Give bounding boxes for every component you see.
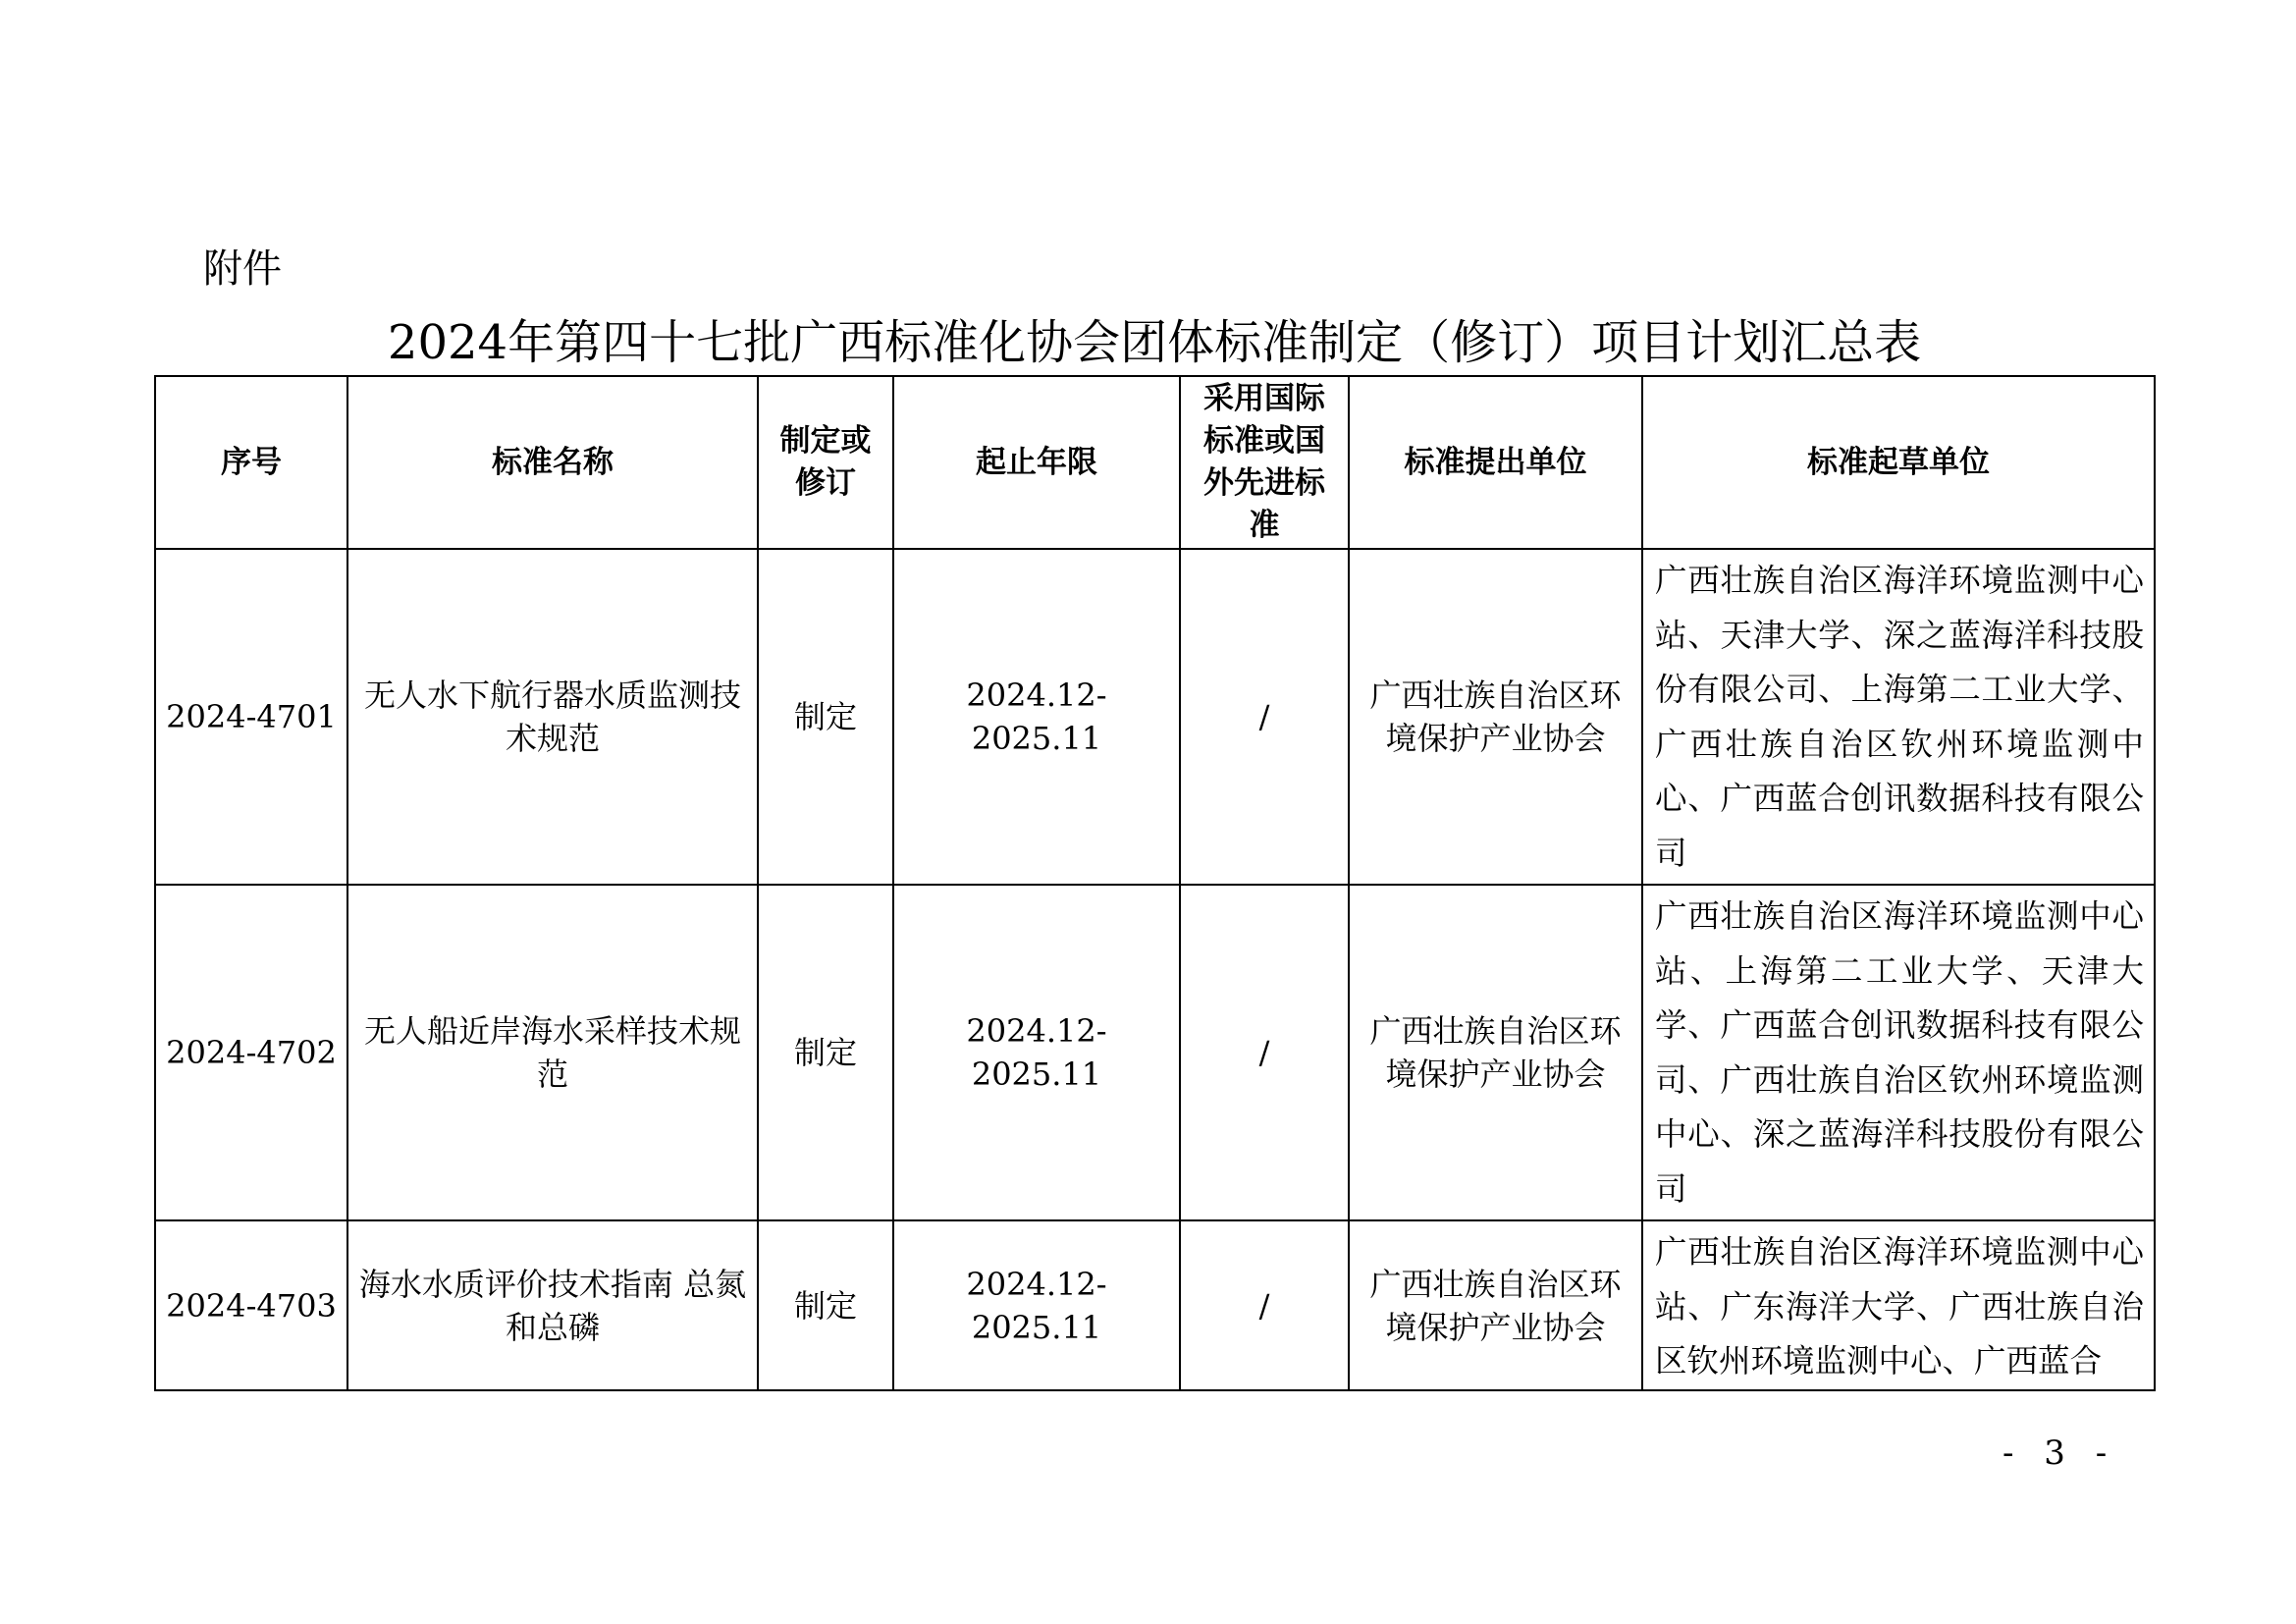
header-drafter: 标准起草单位 [1642, 376, 2155, 549]
header-proposer: 标准提出单位 [1349, 376, 1642, 549]
table-row [155, 885, 2155, 1220]
header-period: 起止年限 [893, 376, 1180, 549]
standards-plan-table [154, 375, 2156, 1391]
cell-type: 制定 [758, 1220, 893, 1390]
header-serial-no: 序号 [155, 376, 347, 549]
page-number: - 3 - [2002, 1434, 2117, 1473]
cell-drafter: 广西壮族自治区海洋环境监测中心站、上海第二工业大学、天津大学、广西蓝合创讯数据科技有限公司、广西壮族自治区钦州环境监测中心、深之蓝海洋科技股份有限公司 [1642, 885, 2155, 1220]
cell-serial-no: 2024-4702 [155, 885, 347, 1220]
cell-serial-no: 2024-4701 [155, 549, 347, 885]
cell-drafter: 广西壮族自治区海洋环境监测中心站、天津大学、深之蓝海洋科技股份有限公司、上海第二工业大学、广西壮族自治区钦州环境监测中心、广西蓝合创讯数据科技有限公司 [1642, 549, 2155, 885]
header-formulate-or-revise: 制定或修订 [758, 376, 893, 549]
table-row [155, 549, 2155, 885]
header-adopt-international: 采用国际标准或国外先进标准 [1180, 376, 1349, 549]
cell-standard-name: 海水水质评价技术指南 总氮和总磷 [347, 1220, 758, 1390]
cell-period: 2024.12-2025.11 [893, 885, 1180, 1220]
cell-adopt: / [1180, 549, 1349, 885]
cell-adopt: / [1180, 1220, 1349, 1390]
cell-standard-name: 无人水下航行器水质监测技术规范 [347, 549, 758, 885]
table-row [155, 1220, 2155, 1390]
attachment-label: 附件 [203, 246, 282, 292]
cell-serial-no: 2024-4703 [155, 1220, 347, 1390]
cell-standard-name: 无人船近岸海水采样技术规范 [347, 885, 758, 1220]
cell-proposer: 广西壮族自治区环境保护产业协会 [1349, 1220, 1642, 1390]
cell-proposer: 广西壮族自治区环境保护产业协会 [1349, 549, 1642, 885]
table-header-row [155, 376, 2155, 549]
cell-period: 2024.12-2025.11 [893, 549, 1180, 885]
cell-type: 制定 [758, 549, 893, 885]
cell-adopt: / [1180, 885, 1349, 1220]
cell-period: 2024.12-2025.11 [893, 1220, 1180, 1390]
cell-type: 制定 [758, 885, 893, 1220]
cell-drafter: 广西壮族自治区海洋环境监测中心站、广东海洋大学、广西壮族自治区钦州环境监测中心、广西蓝合 [1642, 1220, 2155, 1390]
document-title: 2024年第四十七批广西标准化协会团体标准制定（修订）项目计划汇总表 [387, 315, 1922, 370]
header-standard-name: 标准名称 [347, 376, 758, 549]
cell-proposer: 广西壮族自治区环境保护产业协会 [1349, 885, 1642, 1220]
